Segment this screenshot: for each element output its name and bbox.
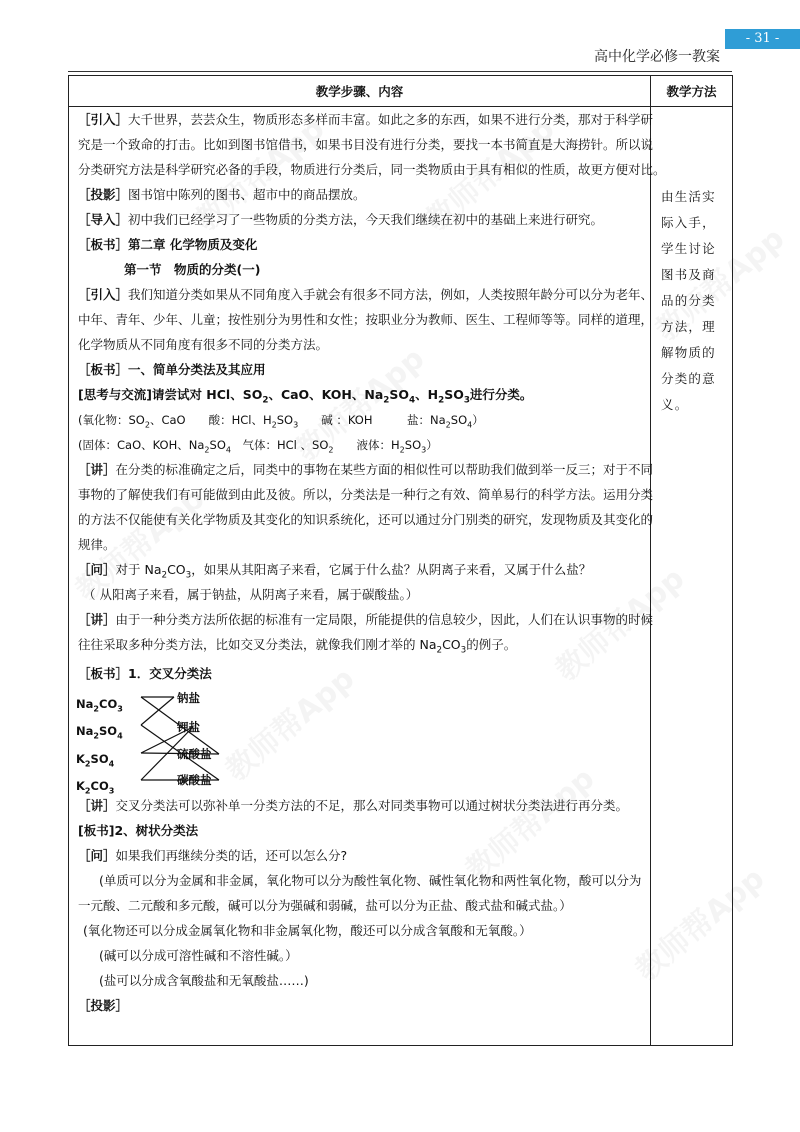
subsection-heading: ［板书］一、简单分类法及其应用	[78, 362, 266, 377]
text-line: (氧化物：$SO_2$、CaO 酸：HCl、$H_2SO_3$ 碱 ：KOH 盐：$Na_2SO_4$）	[78, 413, 484, 430]
text-line: ［问］如果我们再继续分类的话，还可以怎么分?	[78, 848, 348, 863]
text-line: 中年、青年、少年、儿童；按性别分为男性和女性；按职业分为教师、医生、工程师等等。同样的道理，	[78, 312, 654, 327]
header-divider	[68, 71, 732, 72]
text-line: ［引入］我们知道分类如果从不同角度入手就会有很多不同方法，例如，人类按照年龄分可以分为老年、	[78, 287, 654, 302]
teaching-method-text: 由生活实际入手，学生讨论图书及商品的分类方法，理解物质的分类的意义。	[661, 189, 716, 412]
subsection-heading: [板书]2、树状分类法	[78, 823, 199, 838]
text-line: ［引入］大千世界，芸芸众生，物质形态多样而丰富。如此之多的东西，如果不进行分类，那对于科学研	[78, 112, 654, 127]
subsection-heading: ［板书］1．交叉分类法	[78, 666, 212, 681]
text-line: 规律。	[78, 537, 116, 552]
text-line: ［讲］在分类的标准确定之后，同类中的事物在某些方面的相似性可以帮助我们做到举一反三；对于不同	[78, 462, 654, 477]
text-line: 事物的了解使我们有可能做到由此及彼。所以，分类法是一种行之有效、简单易行的科学方法。运用分类	[78, 487, 654, 502]
lesson-content-cell	[69, 107, 666, 1046]
category-label: 钠盐	[177, 691, 200, 705]
compound-label: $K_2SO_4$	[76, 752, 115, 769]
text-line: (碱可以分成可溶性碱和不溶性碱。）	[99, 948, 298, 963]
compound-label: $K_2CO_3$	[76, 779, 115, 796]
content-column-header: 教学步骤、内容	[69, 76, 651, 107]
document-header-title: 高中化学必修一教案	[594, 49, 720, 65]
text-line: ［投影］图书馆中陈列的图书、超市中的商品摆放。	[78, 187, 366, 202]
lesson-table	[68, 75, 733, 1046]
text-line: （ 从阳离子来看，属于钠盐，从阴离子来看，属于碳酸盐。）	[83, 587, 419, 602]
discussion-prompt: [思考与交流]请尝试对 HCl、$SO_2$、CaO、KOH、$Na_2SO_4$、$H_2SO_3$进行分类。	[78, 387, 533, 406]
text-line: ［投影］	[78, 998, 129, 1013]
text-line: ［讲］交叉分类法可以弥补单一分类方法的不足，那么对同类事物可以通过树状分类法进行再分类。	[78, 798, 629, 813]
method-column-header: 教学方法	[651, 76, 733, 107]
text-line: 分类研究方法是科学研究必备的手段，物质进行分类后，同一类物质由于具有相似的性质，故更方便对比。	[78, 162, 666, 177]
category-label: 硫酸盐	[177, 747, 212, 761]
compound-label: $Na_2CO_3$	[76, 697, 123, 714]
compound-label: $Na_2SO_4$	[76, 724, 123, 741]
text-line: (单质可以分为金属和非金属，氧化物可以分为酸性氧化物、碱性氧化物和两性氧化物，酸可以分为	[99, 873, 642, 888]
text-line: (氧化物还可以分成金属氧化物和非金属氧化物，酸还可以分成含氧酸和无氧酸。）	[83, 923, 532, 938]
section-heading: 第一节 物质的分类(一)	[124, 262, 261, 277]
text-line: 的方法不仅能使有关化学物质及其变化的知识系统化，还可以通过分门别类的研究，发现物质及其变化的	[78, 512, 654, 527]
text-line: (固体：CaO、KOH、$Na_2SO_4$ 气体：HCl 、$SO_2$ 液体：$H_2SO_3$）	[78, 438, 438, 455]
text-line: 往往采取多种分类方法，比如交叉分类法，就像我们刚才举的 $Na_2CO_3$的例子。	[78, 637, 517, 656]
text-line: (盐可以分成含氧酸盐和无氧酸盐……)	[99, 973, 309, 988]
page-number: - 31 -	[725, 29, 800, 49]
text-line: 究是一个致命的打击。比如到图书馆借书，如果书目没有进行分类，要找一本书简直是大海捞针。所以说	[78, 137, 654, 152]
text-line: 一元酸、二元酸和多元酸，碱可以分为强碱和弱碱，盐可以分为正盐、酸式盐和碱式盐。）	[78, 898, 572, 913]
text-line: ［导入］初中我们已经学习了一些物质的分类方法，今天我们继续在初中的基础上来进行研究。	[78, 212, 604, 227]
text-line: ［问］对于 $Na_2CO_3$，如果从其阳离子来看，它属于什么盐？从阴离子来看，又属于什么盐？	[78, 562, 592, 581]
category-label: 钾盐	[177, 720, 200, 734]
text-line: 化学物质从不同角度有很多不同的分类方法。	[78, 337, 329, 352]
chapter-heading: ［板书］第二章 化学物质及变化	[78, 237, 258, 252]
category-label: 碳酸盐	[177, 773, 212, 787]
teaching-method-cell	[651, 107, 733, 1046]
text-line: ［讲］由于一种分类方法所依据的标准有一定局限，所能提供的信息较少，因此，人们在认识事物的时候	[78, 612, 654, 627]
